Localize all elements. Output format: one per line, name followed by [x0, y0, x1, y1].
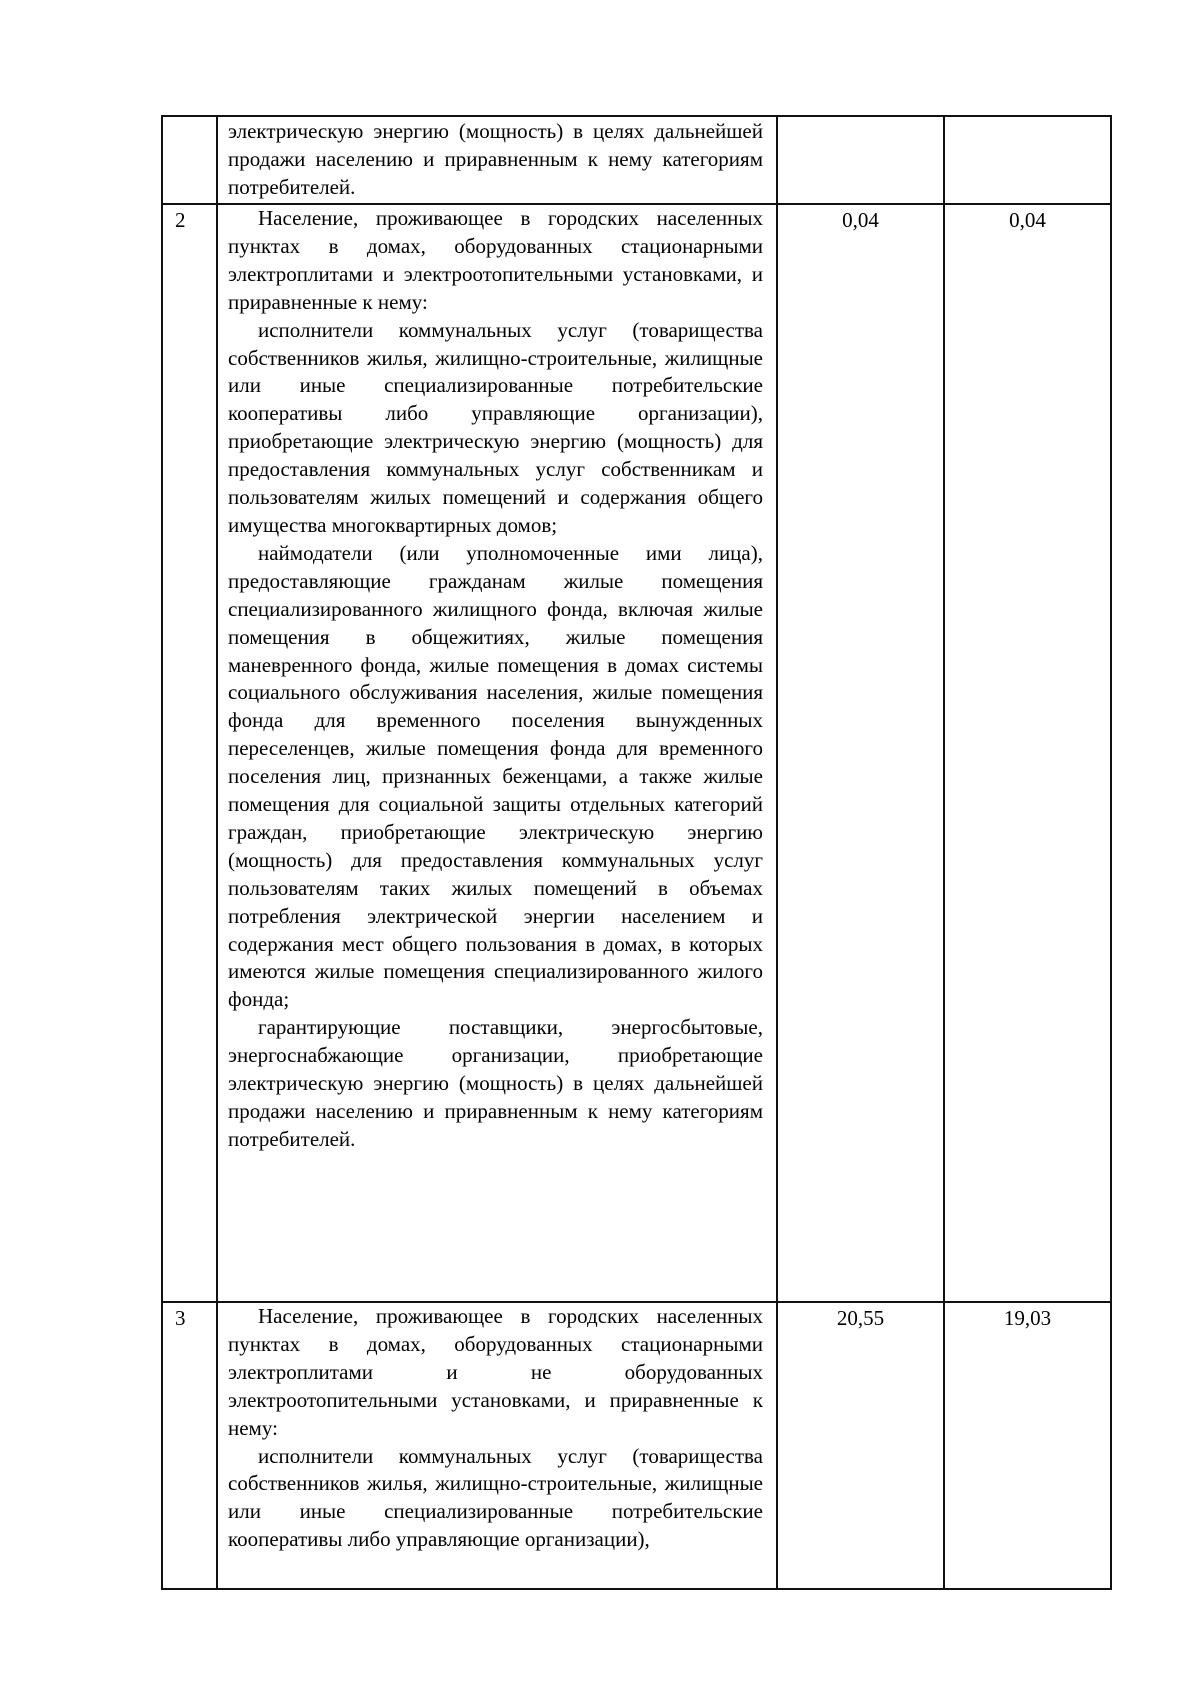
row-number-cell: [162, 116, 217, 204]
row-value-1-cell: [777, 116, 944, 204]
row-number-cell: 3: [162, 1302, 217, 1589]
description-paragraph: Население, проживающее в городских населенных пунктах в домах, оборудованных стационарными электроплитами и не оборудованных электроотопительными установками, и приравненные к нему:: [228, 1304, 763, 1440]
description-paragraph: Население, проживающее в городских населенных пунктах в домах, оборудованных стационарными электроплитами и электроотопительными установками, и приравненные к нему:: [228, 206, 763, 314]
description-paragraph: исполнители коммунальных услуг (товарищества собственников жилья, жилищно-строительные, жилищные или иные специализированные потребительские кооперативы либо управляющие организации),: [228, 1443, 763, 1552]
row-value-1-cell: 20,55: [777, 1302, 944, 1589]
row-description-cell: [217, 1302, 777, 1589]
row-value-2-cell: [944, 116, 1111, 204]
description-paragraph: электрическую энергию (мощность) в целях дальнейшей продажи населению и приравненным к нему категориям потребителей.: [228, 119, 763, 199]
row-value-2-cell: 0,04: [944, 204, 1111, 1302]
row-description-cell: [217, 116, 777, 204]
table-row: [162, 204, 1111, 1302]
tariff-table: [161, 115, 1112, 1590]
row-number-cell: 2: [162, 204, 217, 1302]
description-paragraph: гарантирующие поставщики, энергосбытовые, энергоснабжающие организации, приобретающие электрическую энергию (мощность) в целях дальнейшей продажи населению и приравненным к нему категориям потребителей.: [228, 1015, 763, 1151]
row-description-cell: [217, 204, 777, 1302]
row-value-1-cell: 0,04: [777, 204, 944, 1302]
description-paragraph: наймодатели (или уполномоченные ими лица), предоставляющие гражданам жилые помещения специализированного жилищного фонда, включая жилые помещения в общежитиях, жилые помещения маневренного фонда, жилые помещения в домах системы социального обслуживания населения, жилые помещения фонда для временного поселения вынужденных переселенцев, жилые помещения фонда для временного поселения лиц, признанных беженцами, а также жилые помещения для социальной защиты отдельных категорий граждан, приобретающие электрическую энергию (мощность) для предоставления коммунальных услуг пользователям таких жилых помещений в объемах потребления электрической энергии населением и содержания мест общего пользования в домах, в которых имеются жилые помещения специализированного жилого фонда;: [228, 540, 763, 1012]
table-row: [162, 116, 1111, 204]
description-paragraph: исполнители коммунальных услуг (товарищества собственников жилья, жилищно-строительные, жилищные или иные специализированные потребительские кооперативы либо управляющие организации), приобретающие электрическую энергию (мощность) для предоставления коммунальных услуг собственникам и пользователям жилых помещений и содержания общего имущества многоквартирных домов;: [228, 317, 763, 537]
row-value-2-cell: 19,03: [944, 1302, 1111, 1589]
table-row: [162, 1302, 1111, 1589]
